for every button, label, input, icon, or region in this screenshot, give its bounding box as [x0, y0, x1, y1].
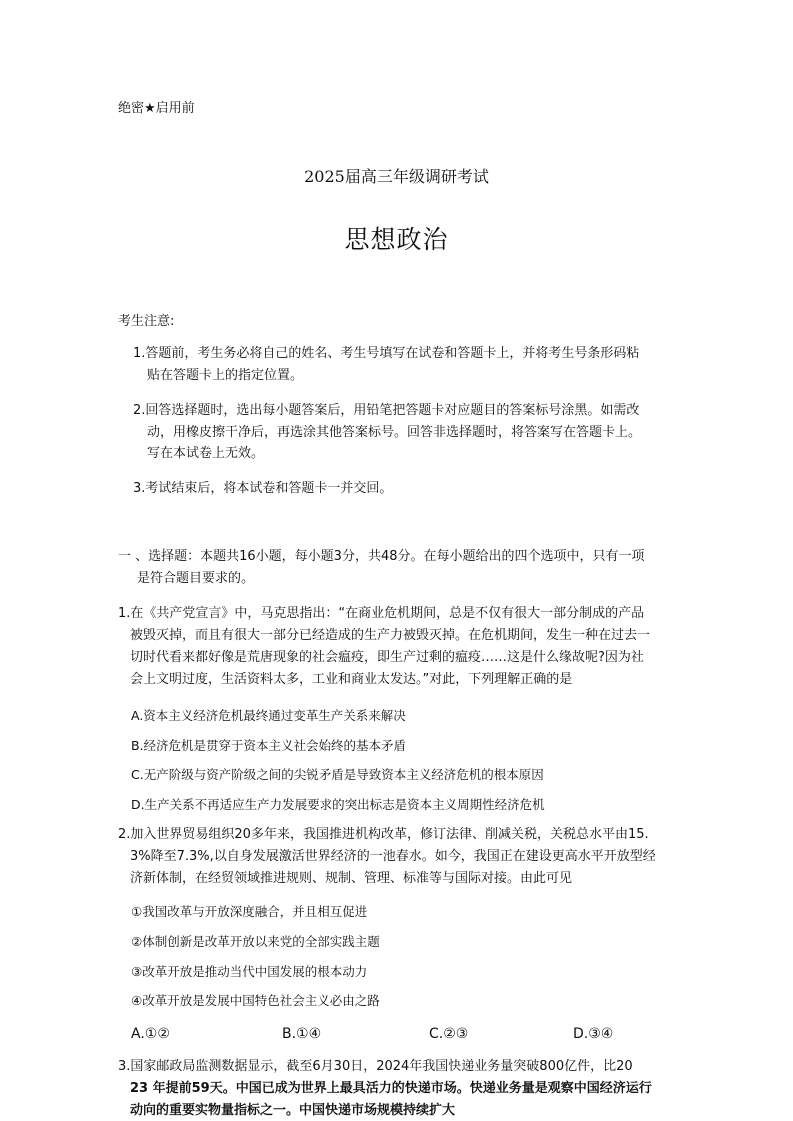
secret-label: 绝密★启用前	[118, 101, 195, 116]
question-3-line-1: 3.国家邮政局监测数据显示，截至6月30日，2024年我国快递业务量突破800亿件，比20	[118, 1059, 633, 1074]
question-1-option-c: C.无产阶级与资产阶级之间的尖锐矛盾是导致资本主义经济危机的根本原因	[131, 767, 544, 782]
question-2-line-3: 济新体制，在经贸领域推进规则、规制、管理、标准等与国际对接。由此可见	[130, 871, 573, 886]
notice-item-2-line-2: 动，用橡皮擦干净后，再选涂其他答案标号。回答非选择题时，将答案写在答题卡上。	[147, 425, 642, 440]
notice-item-3-line-1: 3.考试结束后，将本试卷和答题卡一并交回。	[133, 481, 393, 496]
question-2-statement-3: ③改革开放是推动当代中国发展的根本动力	[131, 964, 368, 979]
question-3-line-2: 23 年提前59天。中国已成为世界上最具活力的快递市场。快递业务量是观察中国经济运行	[130, 1081, 652, 1096]
subject-title: 思想政治	[344, 225, 449, 254]
question-2-choice-b: B.①④	[282, 1026, 322, 1042]
section-line-2: 是符合题目要求的。	[137, 571, 255, 586]
exam-title: 2025届高三年级调研考试	[304, 167, 489, 186]
question-2-choice-d: D.③④	[573, 1026, 614, 1042]
notice-item-2-line-3: 写在本试卷上无效。	[147, 446, 265, 461]
question-2-line-2: 3%降至7.3%,以自身发展激活世界经济的一池春水。如今，我国正在建设更高水平开放型经	[130, 849, 656, 864]
question-2-statement-1: ①我国改革与开放深度融合，并且相互促进	[131, 904, 368, 919]
question-1-option-d: D.生产关系不再适应生产力发展要求的突出标志是资本主义周期性经济危机	[131, 797, 545, 812]
question-1-line-1: 1.在《共产党宣言》中，马克思指出：“在商业危机期间，总是不仅有很大一部分制成的产品	[118, 606, 645, 621]
question-2-statement-4: ④改革开放是发展中国特色社会主义必由之路	[131, 993, 380, 1008]
section-line-1: 一 、选择题：本题共16小题，每小题3分，共48分。在每小题给出的四个选项中，只有一项	[118, 549, 645, 564]
question-2-statement-2: ②体制创新是改革开放以来党的全部实践主题	[131, 934, 380, 949]
question-2-choice-a: A.①②	[131, 1026, 170, 1042]
question-3-line-3: 动向的重要实物量指标之一。中国快递市场规模持续扩大	[130, 1103, 456, 1118]
question-1-line-4: 会上文明过度，生活资料太多，工业和商业太发达。”对此，下列理解正确的是	[130, 672, 573, 687]
question-1-option-b: B.经济危机是贯穿于资本主义社会始终的基本矛盾	[131, 738, 407, 753]
notice-item-1-line-1: 1.答题前，考生务必将自己的姓名、考生号填写在试卷和答题卡上，并将考生号条形码粘	[133, 346, 640, 361]
notice-item-2-line-1: 2.回答选择题时，选出每小题答案后，用铅笔把答题卡对应题目的答案标号涂黑。如需改	[133, 403, 640, 418]
question-1-line-3: 切时代看来都好像是荒唐现象的社会瘟疫，即生产过剩的瘟疫……这是什么缘故呢?因为社	[130, 650, 644, 665]
question-1-option-a: A.资本主义经济危机最终通过变革生产关系来解决	[131, 708, 406, 723]
question-1-line-2: 被毁灭掉，而且有很大一部分已经造成的生产力被毁灭掉。在危机期间，发生一种在过去一	[130, 628, 651, 643]
notice-item-1-line-2: 贴在答题卡上的指定位置。	[147, 368, 304, 383]
question-2-line-1: 2.加入世界贸易组织20多年来，我国推进机构改革，修订法律、削减关税，关税总水平由15.	[118, 827, 649, 842]
question-2-choice-c: C.②③	[429, 1026, 469, 1042]
notice-heading: 考生注意:	[118, 314, 175, 329]
